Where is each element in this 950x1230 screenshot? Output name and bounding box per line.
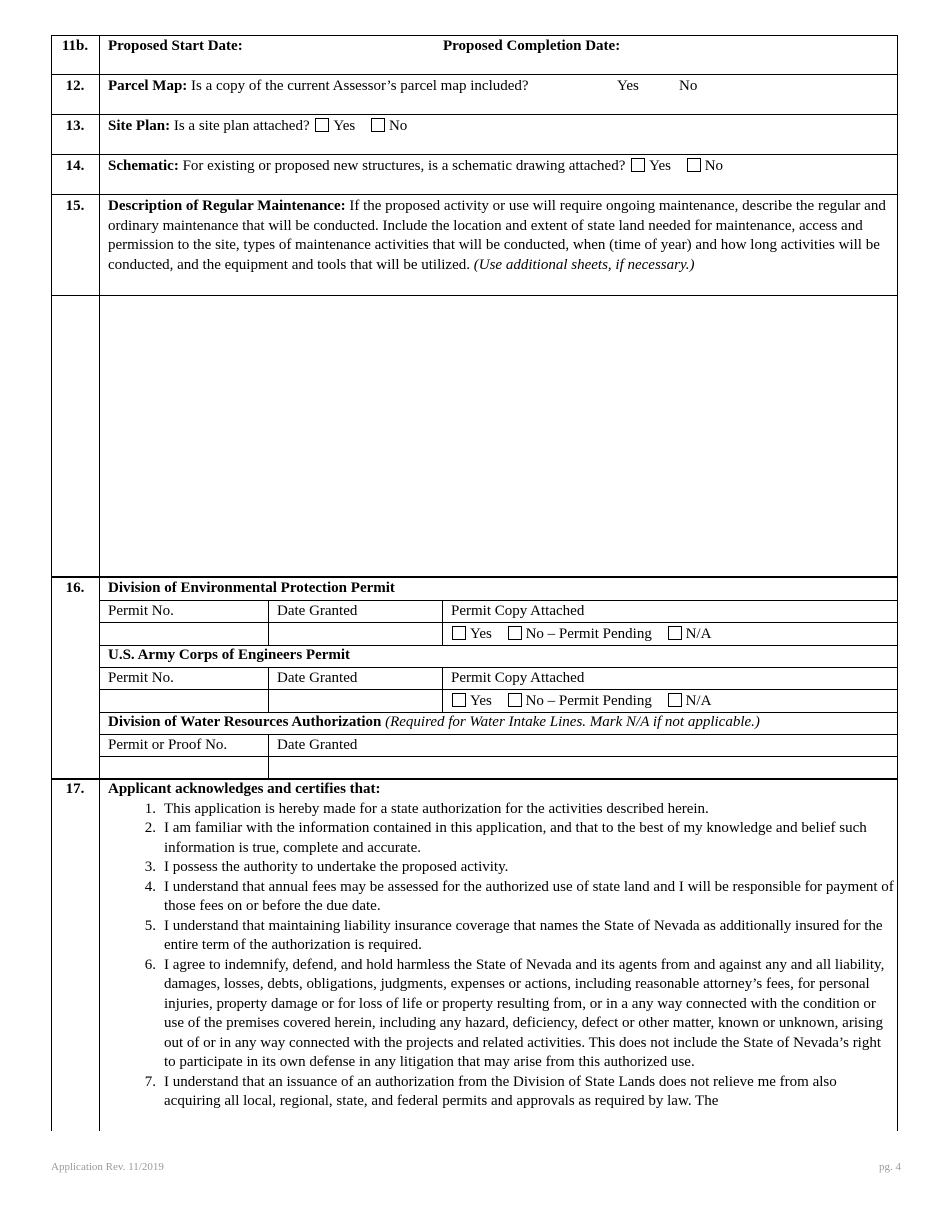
acknowledgement-item-text: I agree to indemnify, defend, and hold harmless the State of Nevada and its agents from and against any and all liability, damages, losses, debts, obligations, judgments, expenses or actions, including reasonable attorney’s fees, for personal injuries, property damage or for loss of life or property resulting from, or in a any way connected with the condition or use of the premises covered herein, including any hazard, deficiency, defect or other matter, known or unknown, arising out of or in any way connected with the projects and related activities. This does not include the State of Nevada’s right to participate in its own defense in any litigation that may arise from this authorized use. [164, 956, 885, 1070]
divider-after-13 [51, 154, 898, 155]
divider-after-12 [51, 114, 898, 115]
schematic-yes-checkbox[interactable] [631, 158, 645, 172]
acknowledgement-item-number: 5. [144, 917, 156, 934]
acknowledgement-item-text: I possess the authority to undertake the proposed activity. [164, 859, 509, 875]
row-number-16: 16. [65, 580, 85, 596]
dep-pending-label: No – Permit Pending [525, 626, 652, 642]
usace-na-label: N/A [685, 693, 712, 709]
r16-col-b2 [442, 667, 443, 712]
dep-na-label: N/A [685, 626, 712, 642]
parcel-map-question: Is a copy of the current Assessor’s parcel map included? [187, 78, 529, 94]
row-number-17: 17. [65, 781, 85, 797]
usace-copy-attached-label: Permit Copy Attached [451, 670, 585, 686]
r16-col-a2 [268, 667, 269, 712]
usace-permit-no-label: Permit No. [108, 670, 174, 686]
usace-date-granted-label: Date Granted [277, 670, 358, 686]
dep-yes-label: Yes [470, 626, 492, 642]
row-11b [108, 37, 895, 57]
usace-permit-title: U.S. Army Corps of Engineers Permit [108, 647, 351, 663]
schematic-question: For existing or proposed new structures, is a schematic drawing attached? [178, 158, 626, 174]
usace-pending-label: No – Permit Pending [525, 693, 652, 709]
acknowledgement-item-number: 6. [144, 956, 156, 973]
schematic-label: Schematic: [108, 158, 179, 174]
usace-na-checkbox[interactable] [668, 693, 682, 707]
usace-yes-checkbox[interactable] [452, 693, 466, 707]
maintenance-label: Description of Regular Maintenance: [108, 198, 346, 214]
dwr-permit-proof-label: Permit or Proof No. [108, 737, 228, 753]
dep-date-granted-label: Date Granted [277, 603, 358, 619]
footer-revision: Application Rev. 11/2019 [51, 1161, 164, 1173]
dwr-note: (Required for Water Intake Lines. Mark N/A if not applicable.) [381, 714, 760, 730]
site-plan-no-label: No [388, 118, 408, 134]
site-plan-yes-checkbox[interactable] [315, 118, 329, 132]
r16-line-4 [100, 667, 897, 668]
site-plan-yes-label: Yes [333, 118, 356, 134]
schematic-yes-label: Yes [649, 158, 671, 174]
maintenance-instructions: If the proposed activity or use will require ongoing maintenance, describe the regular and ordinary maintenance that will be conducted. Include the location and extent of state land needed for maintenance, access and permission to the site, types of maintenance activities that will be conducted, when (time of year) and how long activities will be conducted, and the equipment and tools that will be utilized. [108, 198, 886, 273]
acknowledgement-item-text: I understand that an issuance of an authorization from the Division of State Lands does not relieve me from also acquiring all local, regional, state, and federal permits and approvals as required by law. The [164, 1073, 837, 1109]
row-number-12: 12. [65, 78, 85, 94]
acknowledgement-item [108, 858, 894, 878]
acknowledgement-item [108, 878, 894, 917]
dwr-title: Division of Water Resources Authorization [108, 714, 382, 730]
acknowledgement-list [108, 800, 894, 1112]
r16-line-1 [100, 600, 897, 601]
row-17 [108, 780, 894, 1112]
row-number-14: 14. [65, 158, 85, 174]
parcel-map-no[interactable]: No [679, 78, 698, 94]
r16-line-8 [100, 756, 897, 757]
acknowledgement-title: Applicant acknowledges and certifies that: [108, 781, 381, 797]
schematic-no-label: No [704, 158, 724, 174]
site-plan-question: Is a site plan attached? [170, 118, 310, 134]
maintenance-description-area[interactable] [100, 296, 897, 576]
acknowledgement-item-number: 3. [144, 859, 156, 875]
r16-line-7 [100, 734, 897, 735]
usace-yes-label: Yes [470, 693, 492, 709]
dep-permit-title: Division of Environmental Protection Permit [108, 580, 395, 596]
dep-permit-no-label: Permit No. [108, 603, 174, 619]
r16-line-5 [100, 689, 897, 690]
row-number-15: 15. [65, 198, 85, 214]
number-column-divider [99, 35, 100, 1131]
schematic-no-checkbox[interactable] [687, 158, 701, 172]
acknowledgement-item-number: 2. [144, 820, 156, 836]
top-border [51, 35, 898, 36]
row-12 [108, 77, 895, 97]
r16-col-a1 [268, 600, 269, 645]
acknowledgement-item-text: This application is hereby made for a state authorization for the activities described herein. [164, 800, 709, 817]
dwr-title-row [108, 713, 760, 733]
site-plan-no-checkbox[interactable] [371, 118, 385, 132]
row-number-13: 13. [65, 118, 85, 134]
dep-pending-checkbox[interactable] [508, 626, 522, 640]
row-14 [108, 157, 895, 177]
acknowledgement-item-text: I understand that annual fees may be assessed for the authorized use of state land and I will be responsible for payment of those fees on or before the due date. [164, 878, 894, 914]
row-13 [108, 117, 895, 137]
acknowledgement-item [108, 800, 894, 820]
acknowledgement-item [108, 956, 894, 1073]
acknowledgement-item [108, 1073, 894, 1112]
row-15 [108, 197, 894, 275]
footer-page-number: pg. 4 [879, 1161, 901, 1173]
r16-col-a3 [268, 734, 269, 778]
divider-after-14 [51, 194, 898, 195]
acknowledgement-item-number: 1. [144, 800, 156, 817]
acknowledgement-item-text: I understand that maintaining liability insurance coverage that names the State of Nevada as additionally insured for the entire term of the authorization is required. [164, 917, 883, 953]
dep-copy-attached-label: Permit Copy Attached [451, 603, 585, 619]
acknowledgement-item [108, 917, 894, 956]
dep-yes-checkbox[interactable] [452, 626, 466, 640]
row-number-11b: 11b. [61, 38, 89, 54]
right-border [897, 35, 898, 1131]
divider-before-16 [51, 576, 898, 578]
usace-pending-checkbox[interactable] [508, 693, 522, 707]
proposed-start-date-label: Proposed Start Date: [108, 38, 243, 54]
r16-col-b1 [442, 600, 443, 645]
proposed-completion-date-label: Proposed Completion Date: [443, 38, 621, 54]
acknowledgement-item [108, 819, 894, 858]
r16-line-2 [100, 622, 897, 623]
dep-copy-options [450, 625, 711, 645]
parcel-map-yes[interactable]: Yes [617, 78, 639, 94]
usace-copy-options [450, 692, 711, 712]
parcel-map-label: Parcel Map: [108, 78, 188, 94]
dep-na-checkbox[interactable] [668, 626, 682, 640]
acknowledgement-item-text: I am familiar with the information contained in this application, and that to the best of my knowledge and belief such information is true, complete and accurate. [164, 820, 867, 856]
dwr-date-granted-label: Date Granted [277, 737, 358, 753]
acknowledgement-item-number: 7. [144, 1073, 156, 1090]
divider-after-11b [51, 74, 898, 75]
acknowledgement-item-number: 4. [144, 878, 156, 895]
site-plan-label: Site Plan: [108, 118, 171, 134]
maintenance-note: (Use additional sheets, if necessary.) [470, 256, 695, 273]
